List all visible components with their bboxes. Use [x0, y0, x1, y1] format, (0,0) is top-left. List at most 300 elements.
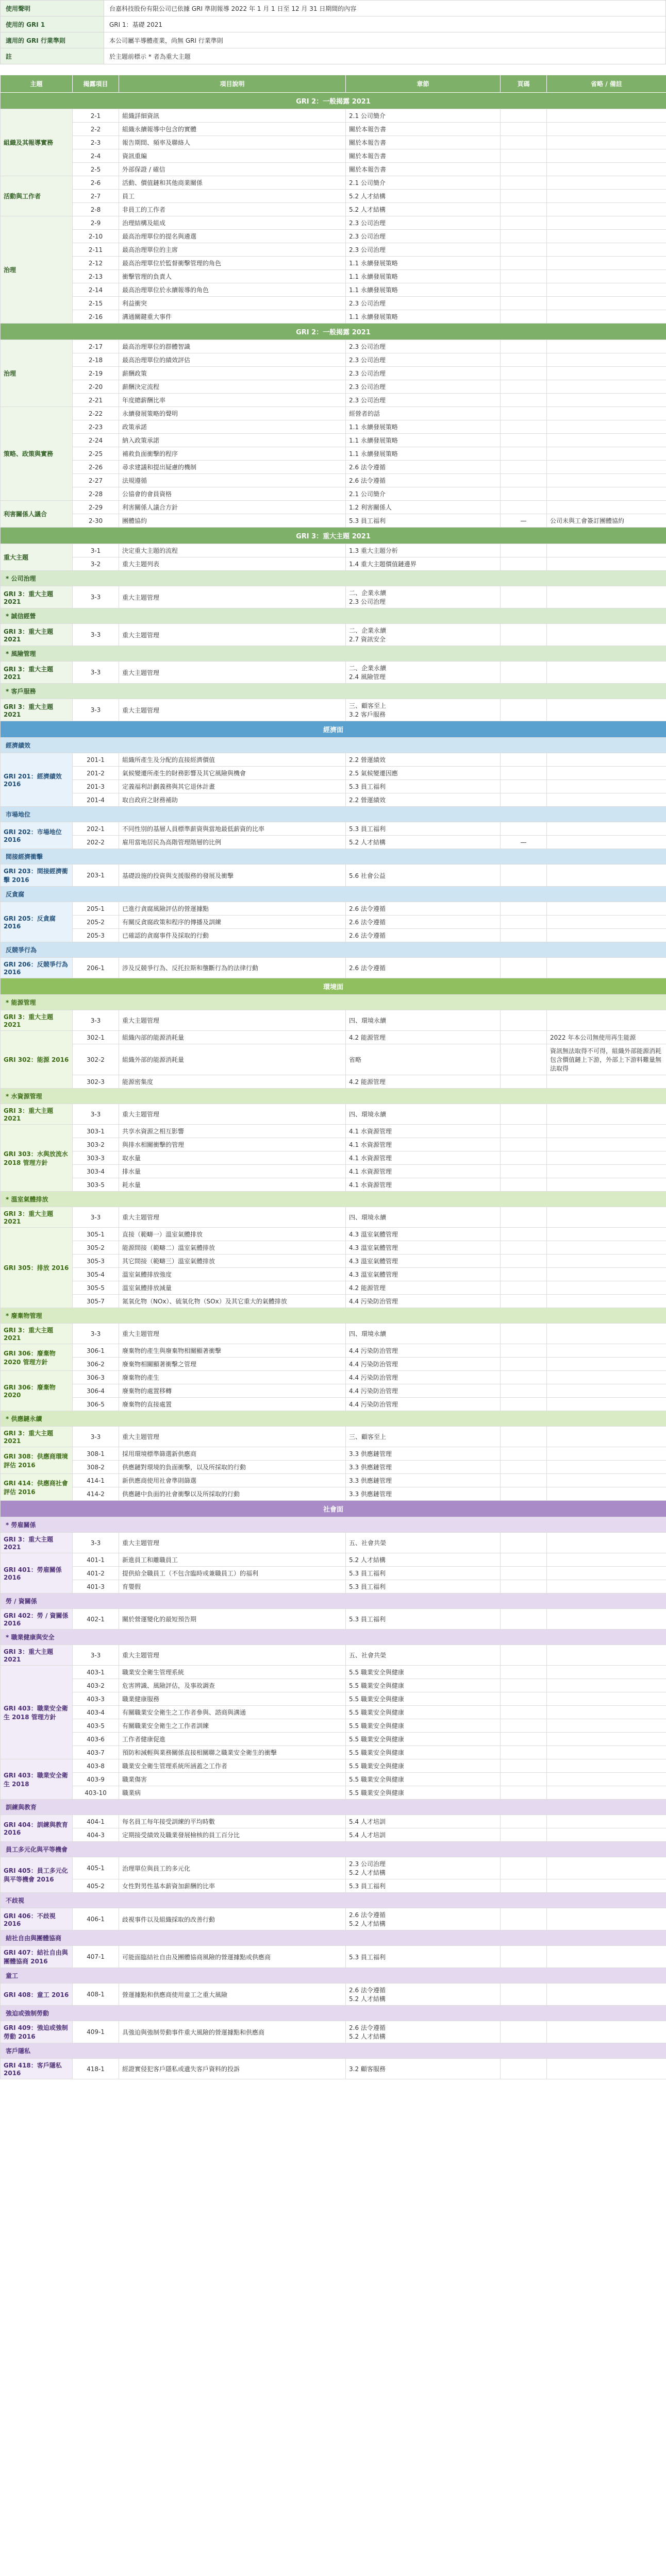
table-row	[1, 1984, 666, 2006]
table-row	[1, 1461, 666, 1474]
disclosure-description: 報告期間、頻率及聯絡人	[119, 136, 346, 149]
note-cell	[547, 1324, 666, 1344]
chapter-cell: 2.6 法令遵循 5.2 人才結構	[346, 1908, 501, 1930]
note-cell	[547, 1908, 666, 1930]
disclosure-code: 3-1	[73, 544, 119, 557]
subtopic-title: * 能源管理	[1, 995, 666, 1010]
chapter-cell: 2.1 公司簡介	[346, 109, 501, 123]
topic-cell: GRI 406：不歧視 2016	[1, 1908, 73, 1930]
page-cell	[501, 929, 547, 942]
subtopic-title: * 風險管理	[1, 646, 666, 662]
section-block	[1, 93, 666, 324]
subtopic-title: 間接經濟衝擊	[1, 849, 666, 865]
disclosure-description: 雇用當地居民為高階管理階層的比例	[119, 836, 346, 849]
table-row	[1, 1815, 666, 1828]
disclosure-code: 2-7	[73, 190, 119, 203]
section-header-row	[1, 324, 666, 340]
page-cell	[501, 1044, 547, 1075]
page-cell	[501, 243, 547, 257]
disclosure-description: 有關職業安全衛生之工作者參與、諮商與溝通	[119, 1706, 346, 1719]
note-cell	[547, 1567, 666, 1580]
header-page: 頁碼	[501, 75, 547, 93]
disclosure-description: 員工	[119, 190, 346, 203]
chapter-cell: 1.1 永續發展策略	[346, 257, 501, 270]
chapter-cell: 2.1 公司簡介	[346, 487, 501, 501]
disclosure-code: 201-2	[73, 767, 119, 780]
chapter-cell: 4.4 污染防治管理	[346, 1295, 501, 1308]
note-cell	[547, 1719, 666, 1733]
disclosure-description: 重大主題管理	[119, 1533, 346, 1553]
table-row	[1, 586, 666, 608]
table-row	[1, 514, 666, 528]
page-cell	[501, 753, 547, 767]
note-cell	[547, 544, 666, 557]
page-cell	[501, 1733, 547, 1746]
disclosure-description: 職業傷害	[119, 1773, 346, 1786]
page-cell	[501, 1281, 547, 1295]
subtopic-title: * 勞雇關係	[1, 1517, 666, 1533]
table-row	[1, 407, 666, 420]
chapter-cell: 四、環境永續	[346, 1324, 501, 1344]
subtopic-title: 不歧視	[1, 1893, 666, 1908]
disclosure-description: 團體協約	[119, 514, 346, 528]
disclosure-code: 206-1	[73, 958, 119, 978]
topic-cell: GRI 3：重大主題 2021	[1, 699, 73, 721]
note-cell	[547, 136, 666, 149]
note-cell	[547, 1733, 666, 1746]
disclosure-code: 302-2	[73, 1044, 119, 1075]
subtopic-title: * 客戶服務	[1, 684, 666, 699]
page-cell	[501, 340, 547, 353]
table-row	[1, 394, 666, 407]
table-row	[1, 109, 666, 123]
page-cell	[501, 380, 547, 394]
section-block	[1, 528, 666, 721]
disclosure-description: 衝擊管理的負責人	[119, 270, 346, 283]
topic-cell: GRI 3：重大主題 2021	[1, 1427, 73, 1447]
table-row	[1, 1125, 666, 1138]
topic-cell: 治理	[1, 340, 73, 407]
disclosure-description: 重大主題管理	[119, 586, 346, 608]
disclosure-description: 組織外部的能源消耗量	[119, 1044, 346, 1075]
table-row	[1, 1031, 666, 1044]
section-header-row	[1, 1501, 666, 1517]
topic-cell: GRI 405：員工多元化與平等機會 2016	[1, 1857, 73, 1893]
chapter-cell: 5.5 職業安全與健康	[346, 1706, 501, 1719]
note-cell	[547, 1268, 666, 1281]
info-value: 台嘉科技股份有限公司已依據 GRI 準則報導 2022 年 1 月 1 日至 12 月 31 日期間的內容	[104, 1, 666, 16]
note-cell	[547, 1984, 666, 2006]
chapter-cell: 5.3 員工福利	[346, 1879, 501, 1893]
topic-cell: GRI 418：客戶隱私 2016	[1, 2059, 73, 2079]
note-cell	[547, 865, 666, 887]
disclosure-code: 403-5	[73, 1719, 119, 1733]
topic-cell: GRI 407：結社自由與團體協商 2016	[1, 1946, 73, 1968]
page-cell	[501, 176, 547, 190]
note-cell	[547, 1281, 666, 1295]
chapter-cell: 5.2 人才結構	[346, 1553, 501, 1567]
table-row	[1, 149, 666, 163]
section-block	[1, 721, 666, 978]
table-row	[1, 1324, 666, 1344]
chapter-cell: 五、社會共榮	[346, 1645, 501, 1666]
table-row	[1, 474, 666, 487]
disclosure-description: 組織永續報導中包含的實體	[119, 123, 346, 136]
disclosure-code: 3-2	[73, 557, 119, 571]
note-cell	[547, 1946, 666, 1968]
disclosure-description: 溝通關鍵重大事件	[119, 310, 346, 324]
subtopic-title: 員工多元化與平等機會	[1, 1842, 666, 1857]
disclosure-code: 303-3	[73, 1151, 119, 1165]
chapter-cell: 2.3 公司治理	[346, 367, 501, 380]
subtopic-title: 市場地位	[1, 807, 666, 822]
page-cell	[501, 230, 547, 243]
page-cell	[501, 1461, 547, 1474]
page-cell	[501, 190, 547, 203]
topic-cell: GRI 3：重大主題 2021	[1, 1324, 73, 1344]
disclosure-code: 2-4	[73, 149, 119, 163]
table-row	[1, 1679, 666, 1692]
topic-cell: GRI 3：重大主題 2021	[1, 586, 73, 608]
subtopic-title: 結社自由與團體協商	[1, 1930, 666, 1946]
disclosure-description: 納入政策承諾	[119, 434, 346, 447]
disclosure-code: 2-3	[73, 136, 119, 149]
note-cell	[547, 176, 666, 190]
chapter-cell: 4.4 污染防治管理	[346, 1398, 501, 1411]
page-cell	[501, 1178, 547, 1192]
disclosure-description: 溫室氣體排放強度	[119, 1268, 346, 1281]
disclosure-description: 供應鏈中負面的社會衝擊以及所採取的行動	[119, 1487, 346, 1501]
page-cell	[501, 163, 547, 176]
topic-cell: GRI 3：重大主題 2021	[1, 1207, 73, 1228]
disclosure-code: 2-15	[73, 297, 119, 310]
chapter-cell: 2.3 公司治理 5.2 人才結構	[346, 1857, 501, 1879]
topic-cell: GRI 202：市場地位 2016	[1, 822, 73, 849]
page-cell	[501, 1580, 547, 1594]
disclosure-code: 2-19	[73, 367, 119, 380]
subtopic-row	[1, 608, 666, 624]
chapter-cell: 五、社會共榮	[346, 1533, 501, 1553]
note-cell	[547, 1075, 666, 1089]
table-row	[1, 1533, 666, 1553]
note-cell	[547, 586, 666, 608]
note-cell	[547, 1178, 666, 1192]
page-cell	[501, 136, 547, 149]
disclosure-code: 3-3	[73, 624, 119, 646]
disclosure-description: 歧視事件以及組織採取的改善行動	[119, 1908, 346, 1930]
subtopic-row	[1, 1842, 666, 1857]
header-description: 項目說明	[119, 75, 346, 93]
chapter-cell: 經營者的話	[346, 407, 501, 420]
chapter-cell: 關於本報告書	[346, 149, 501, 163]
disclosure-code: 2-24	[73, 434, 119, 447]
disclosure-code: 2-12	[73, 257, 119, 270]
disclosure-code: 306-1	[73, 1344, 119, 1358]
topic-cell: GRI 403：職業安全衛生 2018	[1, 1759, 73, 1800]
note-cell	[547, 474, 666, 487]
chapter-cell: 4.2 能源管理	[346, 1031, 501, 1044]
disclosure-code: 3-3	[73, 1104, 119, 1125]
topic-cell: GRI 203：間接經濟衝擊 2016	[1, 865, 73, 887]
table-row	[1, 353, 666, 367]
page-cell	[501, 662, 547, 684]
page-cell	[501, 1295, 547, 1308]
table-row	[1, 1104, 666, 1125]
note-cell	[547, 2059, 666, 2079]
disclosure-code: 408-1	[73, 1984, 119, 2006]
page-cell: —	[501, 514, 547, 528]
table-row	[1, 176, 666, 190]
subtopic-title: 客戶隱私	[1, 2043, 666, 2059]
page-cell	[501, 1828, 547, 1842]
chapter-cell: 5.5 職業安全與健康	[346, 1719, 501, 1733]
note-cell	[547, 1010, 666, 1031]
page-cell	[501, 1474, 547, 1487]
topic-cell: GRI 306：廢棄物 2020	[1, 1371, 73, 1411]
table-row	[1, 753, 666, 767]
subtopic-title: * 誠信經營	[1, 608, 666, 624]
topic-cell: 活動與工作者	[1, 176, 73, 216]
disclosure-code: 305-4	[73, 1268, 119, 1281]
section-block	[1, 324, 666, 528]
chapter-cell: 2.3 公司治理	[346, 297, 501, 310]
disclosure-description: 公協會的會員資格	[119, 487, 346, 501]
table-row	[1, 2059, 666, 2079]
page-cell	[501, 958, 547, 978]
info-key: 使用的 GRI 1	[1, 16, 104, 32]
chapter-cell: 關於本報告書	[346, 163, 501, 176]
chapter-cell: 2.2 營運績效	[346, 753, 501, 767]
page-cell	[501, 1151, 547, 1165]
disclosure-code: 405-2	[73, 1879, 119, 1893]
disclosure-code: 306-4	[73, 1384, 119, 1398]
table-row	[1, 624, 666, 646]
chapter-cell: 1.1 永續發展策略	[346, 447, 501, 461]
info-row	[1, 1, 666, 16]
disclosure-description: 已進行貪腐風險評估的營運據點	[119, 902, 346, 916]
topic-cell: GRI 409：強迫或強制勞動 2016	[1, 2021, 73, 2043]
table-row	[1, 1178, 666, 1192]
disclosure-description: 治理單位與員工的多元化	[119, 1857, 346, 1879]
page-cell	[501, 1706, 547, 1719]
disclosure-code: 308-2	[73, 1461, 119, 1474]
chapter-cell: 4.4 污染防治管理	[346, 1344, 501, 1358]
disclosure-description: 新供應商使用社會準則篩選	[119, 1474, 346, 1487]
page-cell	[501, 902, 547, 916]
subtopic-row	[1, 1517, 666, 1533]
note-cell	[547, 501, 666, 514]
disclosure-description: 非員工的工作者	[119, 203, 346, 216]
page-cell	[501, 310, 547, 324]
disclosure-description: 重大主題管理	[119, 1324, 346, 1344]
table-row	[1, 929, 666, 942]
disclosure-code: 403-10	[73, 1786, 119, 1800]
subtopic-row	[1, 1089, 666, 1104]
page-cell: —	[501, 836, 547, 849]
disclosure-description: 最高治理單位的群體智識	[119, 340, 346, 353]
subtopic-title: 經濟績效	[1, 738, 666, 753]
disclosure-description: 定義福利計劃義務與其它退休計畫	[119, 780, 346, 793]
table-row	[1, 1746, 666, 1759]
table-row	[1, 2021, 666, 2043]
page-cell	[501, 1138, 547, 1151]
note-cell	[547, 1447, 666, 1461]
disclosure-description: 最高治理單位於監督衝擊管理的角色	[119, 257, 346, 270]
disclosure-code: 306-5	[73, 1398, 119, 1411]
chapter-cell: 1.1 永續發展策略	[346, 310, 501, 324]
header-note: 省略 / 備註	[547, 75, 666, 93]
chapter-cell: 4.3 溫室氣體管理	[346, 1268, 501, 1281]
topic-cell: GRI 205：反貪腐 2016	[1, 902, 73, 942]
disclosure-description: 取自政府之財務補助	[119, 793, 346, 807]
note-cell	[547, 1371, 666, 1384]
page-cell	[501, 1692, 547, 1706]
page-cell	[501, 216, 547, 230]
subtopic-title: 反貪腐	[1, 887, 666, 902]
note-cell	[547, 1857, 666, 1879]
section-header-row	[1, 978, 666, 995]
chapter-cell: 2.5 氣候變遷因應	[346, 767, 501, 780]
disclosure-code: 403-3	[73, 1692, 119, 1706]
disclosure-description: 廢棄物相關顯著衝擊之管理	[119, 1358, 346, 1371]
disclosure-code: 3-3	[73, 586, 119, 608]
section-title: 經濟面	[1, 721, 666, 738]
disclosure-description: 治理結構及組成	[119, 216, 346, 230]
table-row	[1, 1719, 666, 1733]
note-cell	[547, 1474, 666, 1487]
subtopic-title: * 供應鏈永續	[1, 1411, 666, 1427]
disclosure-code: 2-9	[73, 216, 119, 230]
table-row	[1, 230, 666, 243]
chapter-cell: 2.6 法令遵循	[346, 461, 501, 474]
note-cell	[547, 1487, 666, 1501]
section-header-row	[1, 721, 666, 738]
disclosure-code: 2-23	[73, 420, 119, 434]
table-row	[1, 310, 666, 324]
chapter-cell: 5.5 職業安全與健康	[346, 1666, 501, 1679]
table-row	[1, 1553, 666, 1567]
note-cell	[547, 109, 666, 123]
table-row	[1, 257, 666, 270]
disclosure-description: 每名員工每年接受訓練的平均時數	[119, 1815, 346, 1828]
disclosure-description: 年度總薪酬比率	[119, 394, 346, 407]
chapter-cell: 4.1 水資源管理	[346, 1178, 501, 1192]
note-cell	[547, 662, 666, 684]
chapter-cell: 5.2 人才結構	[346, 203, 501, 216]
disclosure-code: 3-3	[73, 1645, 119, 1666]
disclosure-description: 營運據點和供應商使用童工之重大風險	[119, 1984, 346, 2006]
table-row	[1, 1165, 666, 1178]
topic-cell: GRI 306：廢棄物 2020 管理方針	[1, 1344, 73, 1371]
page-cell	[501, 1533, 547, 1553]
disclosure-description: 利害關係人議合方針	[119, 501, 346, 514]
note-cell	[547, 1241, 666, 1255]
table-row	[1, 1384, 666, 1398]
page-cell	[501, 793, 547, 807]
disclosure-description: 經證實侵犯客戶隱私或遺失客戶資料的投訴	[119, 2059, 346, 2079]
page-cell	[501, 283, 547, 297]
topic-cell: GRI 303：水與放流水 2018 管理方針	[1, 1125, 73, 1192]
page-cell	[501, 1358, 547, 1371]
page-cell	[501, 203, 547, 216]
table-row	[1, 203, 666, 216]
page-cell	[501, 109, 547, 123]
note-cell	[547, 340, 666, 353]
disclosure-description: 工作者健康促進	[119, 1733, 346, 1746]
info-row	[1, 48, 666, 64]
chapter-cell: 4.4 污染防治管理	[346, 1358, 501, 1371]
chapter-cell: 1.1 永續發展策略	[346, 420, 501, 434]
disclosure-description: 能源間接（範疇二）溫室氣體排放	[119, 1241, 346, 1255]
disclosure-code: 3-3	[73, 662, 119, 684]
page-cell	[501, 2021, 547, 2043]
table-row	[1, 1706, 666, 1719]
chapter-cell: 5.5 職業安全與健康	[346, 1679, 501, 1692]
note-cell	[547, 902, 666, 916]
disclosure-code: 403-6	[73, 1733, 119, 1746]
disclosure-code: 3-3	[73, 1533, 119, 1553]
page-cell	[501, 1125, 547, 1138]
note-cell	[547, 1759, 666, 1773]
chapter-cell: 3.2 顧客服務	[346, 2059, 501, 2079]
table-row	[1, 767, 666, 780]
note-cell	[547, 1645, 666, 1666]
page-cell	[501, 1371, 547, 1384]
subtopic-row	[1, 738, 666, 753]
subtopic-title: 強迫或強制勞動	[1, 2006, 666, 2021]
note-cell	[547, 699, 666, 721]
page-cell	[501, 1946, 547, 1968]
disclosure-description: 廢棄物的直接處置	[119, 1398, 346, 1411]
note-cell	[547, 283, 666, 297]
note-cell	[547, 230, 666, 243]
disclosure-code: 303-2	[73, 1138, 119, 1151]
subtopic-title: * 溫室氣體排放	[1, 1192, 666, 1207]
chapter-cell: 4.4 污染防治管理	[346, 1371, 501, 1384]
chapter-cell: 5.3 員工福利	[346, 1567, 501, 1580]
chapter-cell: 2.6 法令遵循	[346, 916, 501, 929]
note-cell	[547, 434, 666, 447]
note-cell	[547, 1879, 666, 1893]
page-cell	[501, 1207, 547, 1228]
topic-cell: 重大主題	[1, 544, 73, 571]
page-cell	[501, 1679, 547, 1692]
note-cell	[547, 780, 666, 793]
page-cell	[501, 297, 547, 310]
chapter-cell: 4.3 溫室氣體管理	[346, 1241, 501, 1255]
note-cell	[547, 243, 666, 257]
disclosure-code: 306-3	[73, 1371, 119, 1384]
subtopic-row	[1, 1411, 666, 1427]
table-row	[1, 557, 666, 571]
subtopic-title: * 公司治理	[1, 571, 666, 586]
page-cell	[501, 1567, 547, 1580]
note-cell	[547, 487, 666, 501]
table-row	[1, 1075, 666, 1089]
disclosure-code: 2-2	[73, 123, 119, 136]
disclosure-code: 2-28	[73, 487, 119, 501]
topic-cell: GRI 3：重大主題 2021	[1, 1104, 73, 1125]
section-header-row	[1, 528, 666, 544]
note-cell	[547, 447, 666, 461]
topic-cell: 策略、政策與實務	[1, 407, 73, 501]
disclosure-description: 廢棄物的產生與廢棄物相關顯著衝擊	[119, 1344, 346, 1358]
table-row	[1, 243, 666, 257]
disclosure-description: 提供給全職員工（不包含臨時或兼職員工）的福利	[119, 1567, 346, 1580]
page-cell	[501, 1268, 547, 1281]
page-cell	[501, 1746, 547, 1759]
info-key: 使用聲明	[1, 1, 104, 16]
